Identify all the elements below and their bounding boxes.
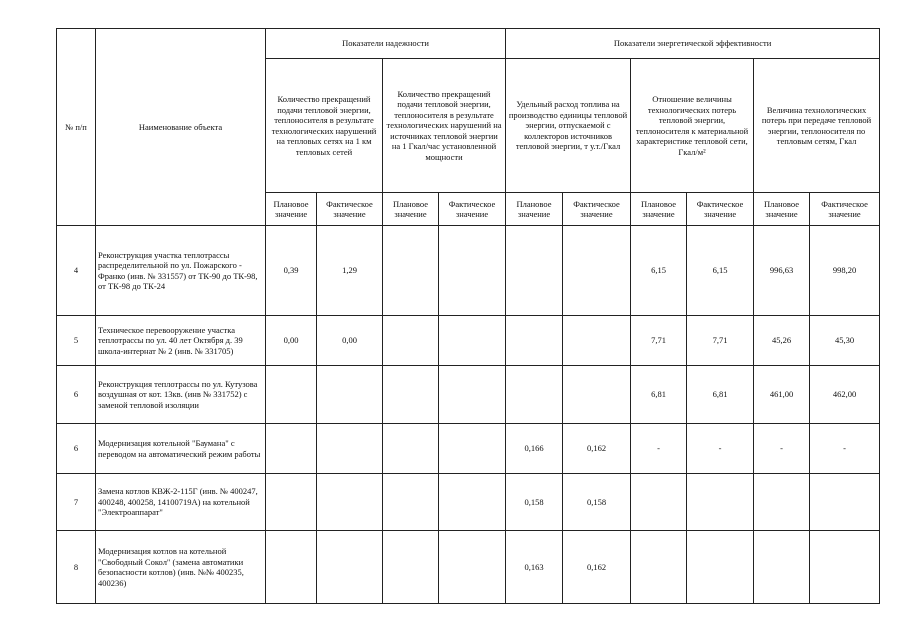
object-name: Модернизация котлов на котельной "Свободный Сокол" (замена автоматики безопасности котлов) (инв. №№ 400235, 400236) — [96, 531, 266, 604]
row-number: 5 — [57, 316, 96, 366]
header-planned: Плановое значение — [506, 193, 563, 226]
value-cell — [754, 474, 810, 531]
value-cell: 462,00 — [810, 366, 880, 424]
value-cell — [563, 226, 631, 316]
header-group-reliability: Показатели надежности — [266, 29, 506, 59]
value-cell — [439, 424, 506, 474]
header-actual: Фактическое значение — [439, 193, 506, 226]
header-planned: Плановое значение — [266, 193, 317, 226]
value-cell: 7,71 — [631, 316, 687, 366]
value-cell — [631, 474, 687, 531]
value-cell — [383, 531, 439, 604]
header-row-groups — [57, 29, 880, 59]
row-number: 4 — [57, 226, 96, 316]
value-cell — [506, 316, 563, 366]
value-cell — [631, 531, 687, 604]
object-name: Реконструкция теплотрассы по ул. Кутузова воздушная от кот. 13кв. (инв № 331752) с заменой тепловой изоляции — [96, 366, 266, 424]
header-indicator: Количество прекращений подачи тепловой энергии, теплоносителя в результате технологических нарушений на источниках тепловой энергии на 1 Гкал/час установленной мощности — [383, 59, 506, 193]
value-cell: - — [631, 424, 687, 474]
value-cell: 45,26 — [754, 316, 810, 366]
value-cell: - — [754, 424, 810, 474]
value-cell: 6,15 — [687, 226, 754, 316]
object-name: Реконструкция участка теплотрассы распределительной по ул. Пожарского - Франко (инв. № 331557) от ТК-90 до ТК-98, от ТК-98 до ТК-24 — [96, 226, 266, 316]
value-cell: - — [810, 424, 880, 474]
row-number: 6 — [57, 366, 96, 424]
header-name: Наименование объекта — [96, 29, 266, 226]
value-cell: 6,81 — [631, 366, 687, 424]
value-cell: 1,29 — [317, 226, 383, 316]
header-indicator: Отношение величины технологических потерь тепловой энергии, теплоносителя к материальной характеристике тепловой сети, Гкал/м² — [631, 59, 754, 193]
value-cell — [317, 531, 383, 604]
value-cell: - — [687, 424, 754, 474]
value-cell — [810, 531, 880, 604]
indicators-table — [56, 28, 880, 604]
value-cell: 0,00 — [266, 316, 317, 366]
row-number: 6 — [57, 424, 96, 474]
value-cell: 0,166 — [506, 424, 563, 474]
header-num: № п/п — [57, 29, 96, 226]
table-row — [57, 316, 880, 366]
value-cell: 7,71 — [687, 316, 754, 366]
value-cell: 0,163 — [506, 531, 563, 604]
header-planned: Плановое значение — [631, 193, 687, 226]
header-actual: Фактическое значение — [810, 193, 880, 226]
table-row — [57, 366, 880, 424]
value-cell — [439, 474, 506, 531]
value-cell — [439, 366, 506, 424]
header-indicator: Удельный расход топлива на производство единицы тепловой энергии, отпускаемой с коллекторов источников тепловой энергии, т у.т./Гкал — [506, 59, 631, 193]
value-cell — [563, 366, 631, 424]
object-name: Модернизация котельной "Баумана" с переводом на автоматический режим работы — [96, 424, 266, 474]
table-row — [57, 531, 880, 604]
value-cell: 6,81 — [687, 366, 754, 424]
object-name: Замена котлов КВЖ-2-115Г (инв. № 400247, 400248, 400258, 14100719А) на котельной "Электроаппарат" — [96, 474, 266, 531]
value-cell — [317, 474, 383, 531]
value-cell: 6,15 — [631, 226, 687, 316]
value-cell: 0,39 — [266, 226, 317, 316]
value-cell — [439, 316, 506, 366]
header-planned: Плановое значение — [383, 193, 439, 226]
value-cell — [439, 531, 506, 604]
value-cell — [563, 316, 631, 366]
value-cell: 996,63 — [754, 226, 810, 316]
value-cell — [754, 531, 810, 604]
table-row — [57, 474, 880, 531]
value-cell: 461,00 — [754, 366, 810, 424]
value-cell — [506, 366, 563, 424]
value-cell — [266, 424, 317, 474]
value-cell — [383, 226, 439, 316]
document-sheet — [56, 28, 879, 604]
value-cell: 0,158 — [506, 474, 563, 531]
table-row — [57, 226, 880, 316]
value-cell: 0,158 — [563, 474, 631, 531]
value-cell — [506, 226, 563, 316]
header-actual: Фактическое значение — [563, 193, 631, 226]
value-cell — [266, 474, 317, 531]
row-number: 8 — [57, 531, 96, 604]
header-actual: Фактическое значение — [317, 193, 383, 226]
header-group-efficiency: Показатели энергетической эффективности — [506, 29, 880, 59]
value-cell — [810, 474, 880, 531]
value-cell — [266, 366, 317, 424]
value-cell — [383, 424, 439, 474]
value-cell — [266, 531, 317, 604]
value-cell — [383, 474, 439, 531]
header-indicator: Величина технологических потерь при передаче тепловой энергии, теплоносителя по тепловым сетям, Гкал — [754, 59, 880, 193]
value-cell — [383, 316, 439, 366]
value-cell — [687, 474, 754, 531]
object-name: Техническое перевооружение участка теплотрассы по ул. 40 лет Октября д. 39 школа-интернат № 2 (инв. № 331705) — [96, 316, 266, 366]
value-cell: 0,162 — [563, 531, 631, 604]
header-indicator: Количество прекращений подачи тепловой энергии, теплоносителя в результате технологических нарушений на тепловых сетях на 1 км тепловых сетей — [266, 59, 383, 193]
value-cell — [317, 424, 383, 474]
value-cell — [687, 531, 754, 604]
header-actual: Фактическое значение — [687, 193, 754, 226]
header-planned: Плановое значение — [754, 193, 810, 226]
value-cell: 0,162 — [563, 424, 631, 474]
value-cell — [317, 366, 383, 424]
value-cell — [383, 366, 439, 424]
row-number: 7 — [57, 474, 96, 531]
value-cell: 45,30 — [810, 316, 880, 366]
value-cell: 0,00 — [317, 316, 383, 366]
table-row — [57, 424, 880, 474]
value-cell — [439, 226, 506, 316]
value-cell: 998,20 — [810, 226, 880, 316]
